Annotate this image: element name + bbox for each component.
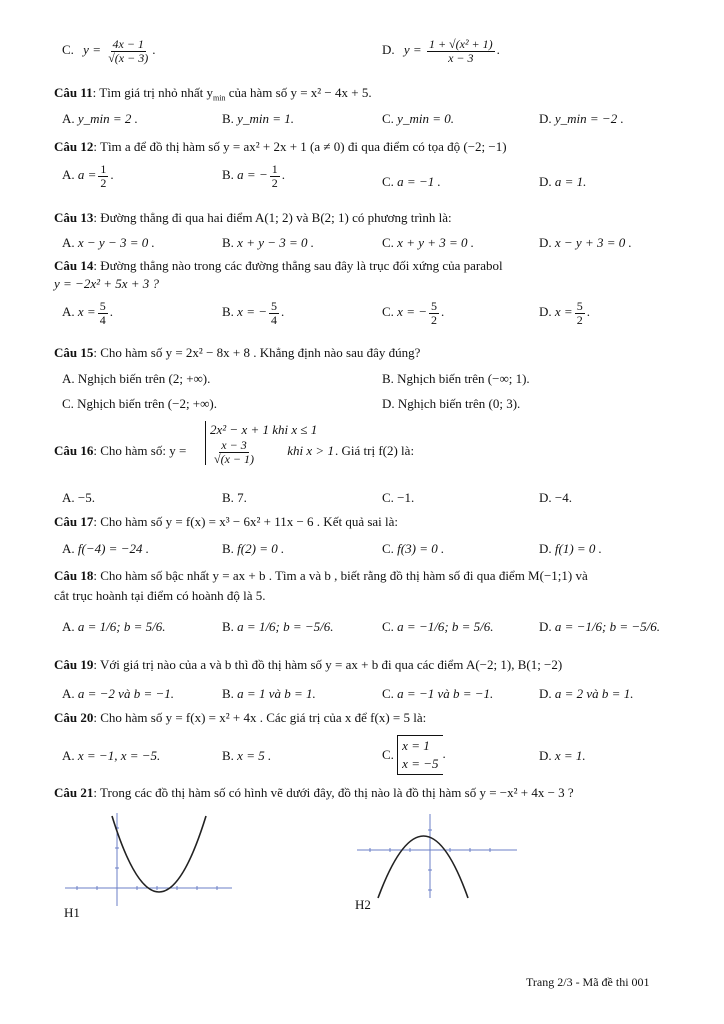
- q12-option-b: B. a = − $\frac{1}{2}$ .: [222, 162, 285, 190]
- question-21: Câu 21: Trong các đồ thị hàm số có hình vẽ dưới đây, đồ thị nào là đồ thị hàm số y = −x² + 4x − 3 ?: [54, 785, 574, 800]
- q12-option-c: C. a = −1 .: [382, 174, 441, 189]
- q16-option-c: C. −1.: [382, 490, 415, 505]
- question-14: Câu 14: Đường thẳng nào trong các đường thẳng sau đây là trục đối xứng của parabol: [54, 258, 503, 273]
- question-20: Câu 20: Cho hàm số y = f(x) = x² + 4x . Các giá trị của x để f(x) = 5 là:: [54, 710, 427, 725]
- graph-h2-label: H2: [355, 897, 371, 912]
- q14-option-c: C. x = − $\frac{5}{2}$ .: [382, 299, 445, 327]
- question-18-line2: cắt trục hoành tại điểm có hoành độ là 5.: [54, 588, 266, 603]
- q17-option-b: B. f(2) = 0 .: [222, 541, 285, 556]
- q20-option-d: D. x = 1.: [539, 748, 586, 763]
- q20-option-b: B. x = 5 .: [222, 748, 272, 763]
- q18-option-a: A. a = 1/6; b = 5/6.: [62, 619, 166, 634]
- q15-option-c: C. Nghịch biến trên (−2; +∞).: [62, 396, 217, 411]
- q19-option-d: D. a = 2 và b = 1.: [539, 686, 634, 701]
- q14-option-a: A. x = $\frac{5}{4}$ .: [62, 299, 113, 327]
- q12-option-a: A. a = $\frac{1}{2}$ .: [62, 162, 114, 190]
- graph-h1-curve: [112, 816, 206, 892]
- question-17: Câu 17: Cho hàm số y = f(x) = x³ − 6x² + 11x − 6 . Kết quả sai là:: [54, 514, 399, 529]
- q16-piecewise: 2x² − x + 1 khi x ≤ 1 $\frac{x - 3}{√(x - 1)}$ khi x > 1: [205, 421, 334, 465]
- question-15: Câu 15: Cho hàm số y = 2x² − 8x + 8 . Khẳng định nào sau đây đúng?: [54, 345, 421, 360]
- question-13: Câu 13: Đường thẳng đi qua hai điểm A(1; 2) và B(2; 1) có phương trình là:: [54, 210, 452, 225]
- q14-option-d: D. x = $\frac{5}{2}$ .: [539, 299, 590, 327]
- q11-option-c: C. y_min = 0.: [382, 111, 454, 126]
- q19-option-b: B. a = 1 và b = 1.: [222, 686, 316, 701]
- q10-option-d: D. y = $\frac{\text{1 + √(x² + 1)}}{x - 3}$ .: [382, 37, 500, 65]
- q11-option-a: A. y_min = 2 .: [62, 111, 138, 126]
- q11-option-b: B. y_min = 1.: [222, 111, 294, 126]
- graph-h1-label: H1: [64, 905, 80, 920]
- q15-option-d: D. Nghịch biến trên (0; 3).: [382, 396, 521, 411]
- q19-option-c: C. a = −1 và b = −1.: [382, 686, 494, 701]
- graph-h1: [60, 808, 240, 908]
- q20-option-c: C. x = 1 x = −5 .: [382, 735, 446, 775]
- q17-option-d: D. f(1) = 0 .: [539, 541, 602, 556]
- q13-option-b: B. x + y − 3 = 0 .: [222, 235, 315, 250]
- q19-option-a: A. a = −2 và b = −1.: [62, 686, 175, 701]
- q18-option-c: C. a = −1/6; b = 5/6.: [382, 619, 494, 634]
- q16-option-d: D. −4.: [539, 490, 572, 505]
- q16-option-a: A. −5.: [62, 490, 95, 505]
- question-19: Câu 19: Với giá trị nào của a và b thì đồ thị hàm số y = ax + b đi qua các điểm A(−2; 1), B(1; −2): [54, 657, 563, 672]
- q10-option-c: C. y = $\frac{4x - 1}{√(x - 3)}$ .: [62, 37, 156, 65]
- graph-h2-curve: [378, 836, 468, 898]
- question-12: Câu 12: Tìm a để đồ thị hàm số y = ax² + 2x + 1 (a ≠ 0) đi qua điểm có tọa độ (−2; −1): [54, 139, 507, 154]
- q20-option-a: A. x = −1, x = −5.: [62, 748, 161, 763]
- question-18: Câu 18: Cho hàm số bậc nhất y = ax + b . Tìm a và b , biết rằng đồ thị hàm số đi qua điểm M(−1;1) và: [54, 568, 588, 583]
- q11-option-d: D. y_min = −2 .: [539, 111, 624, 126]
- q14-option-b: B. x = − $\frac{5}{4}$ .: [222, 299, 285, 327]
- question-14-line2: y = −2x² + 5x + 3 ?: [54, 276, 160, 291]
- q16-option-b: B. 7.: [222, 490, 247, 505]
- q18-option-b: B. a = 1/6; b = −5/6.: [222, 619, 334, 634]
- q17-option-c: C. f(3) = 0 .: [382, 541, 445, 556]
- q13-option-d: D. x − y + 3 = 0 .: [539, 235, 632, 250]
- q13-option-a: A. x − y − 3 = 0 .: [62, 235, 155, 250]
- q18-option-d: D. a = −1/6; b = −5/6.: [539, 619, 661, 634]
- q17-option-a: A. f(−4) = −24 .: [62, 541, 149, 556]
- q12-option-d: D. a = 1.: [539, 174, 587, 189]
- q13-option-c: C. x + y + 3 = 0 .: [382, 235, 475, 250]
- question-16: Câu 16: Cho hàm số: y =: [54, 443, 187, 458]
- question-11: Câu 11: Tìm giá trị nhỏ nhất $y_{min}$ của hàm số y = x² − 4x + 5.: [54, 85, 372, 103]
- graph-h2: [352, 812, 522, 900]
- q15-option-b: B. Nghịch biến trên (−∞; 1).: [382, 371, 530, 386]
- q15-option-a: A. Nghịch biến trên (2; +∞).: [62, 371, 211, 386]
- question-16-tail: . Giá trị f(2) là:: [335, 443, 415, 458]
- page-footer: Trang 2/3 - Mã đề thi 001: [526, 975, 650, 989]
